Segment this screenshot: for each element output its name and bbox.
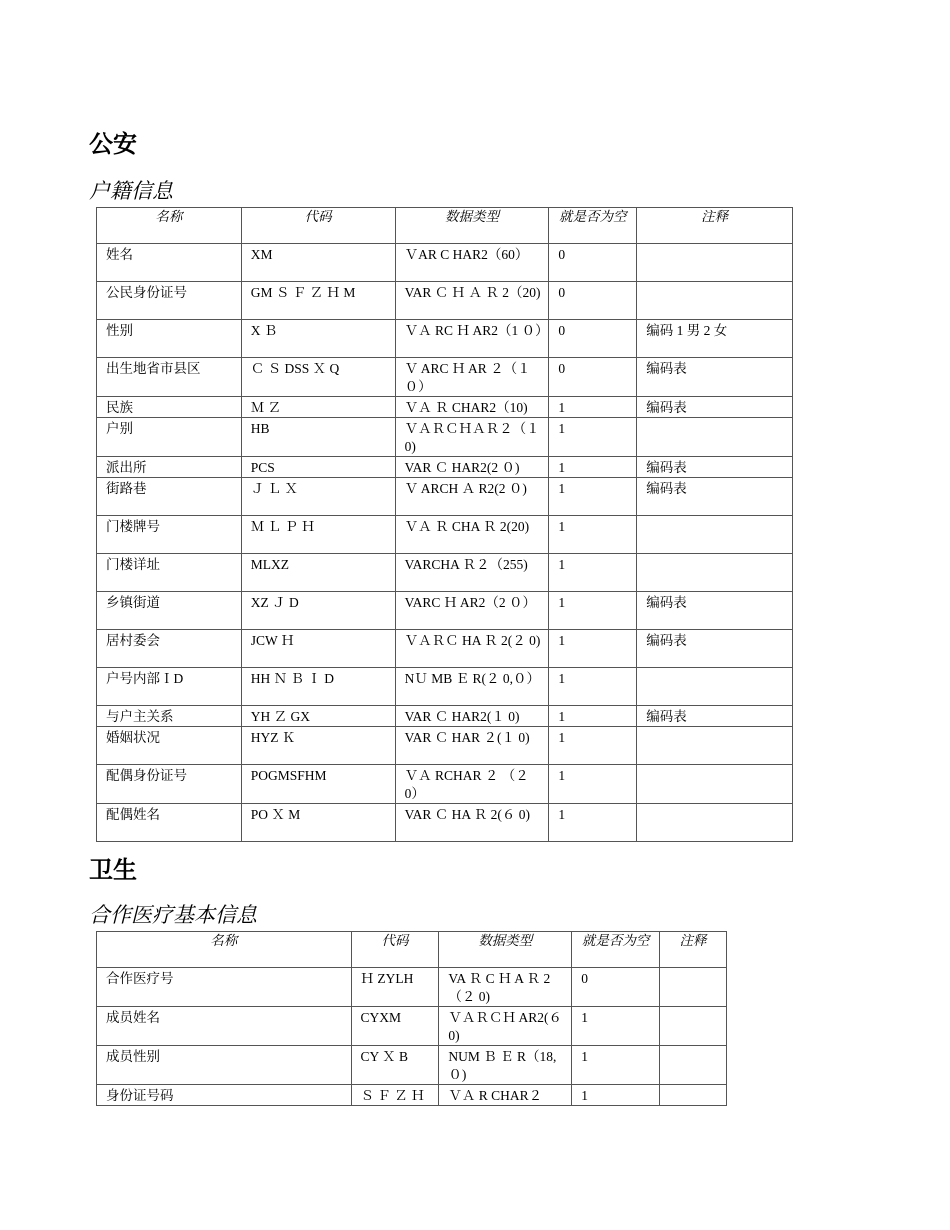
table-cell: 0 [549,244,637,282]
table-cell: Ｍ Ｚ [241,397,395,418]
table-cell: Ｓ Ｆ Ｚ Ｈ [351,1085,439,1106]
table-cell [637,244,793,282]
table-cell [637,727,793,765]
column-header: 就是否为空 [549,208,637,244]
column-header: 名称 [97,932,352,968]
table-cell: 居村委会 [97,630,242,668]
table-title-household: 户籍信息 [89,179,173,203]
table-cell [637,765,793,804]
table-cell: HH Ｎ Ｂ Ｉ D [241,668,395,706]
table-cell: 街路巷 [97,478,242,516]
table-cell: 户别 [97,418,242,457]
table-cell: HYZ Ｋ [241,727,395,765]
table-cell [660,968,727,1007]
table-row [97,244,793,282]
table-cell: X Ｂ [241,320,395,358]
table-cell: YH Ｚ GX [241,706,395,727]
table-cell: 成员性别 [97,1046,352,1085]
table-cell: 1 [572,1085,660,1106]
table-cell: ＶＡ Ｒ CHAR2（10) [395,397,549,418]
section-title-public-security: 公安 [89,132,137,158]
column-header: 注释 [660,932,727,968]
table-cell: 姓名 [97,244,242,282]
section-title-health: 卫生 [89,858,137,884]
table-cell: NUM Ｂ Ｅ R（18,０) [439,1046,572,1085]
table-cell: 编码表 [637,358,793,397]
table-cell: 0 [572,968,660,1007]
table-row [97,554,793,592]
table-cell: Ｖ ARCH Ａ R2(2 ０) [395,478,549,516]
table-cell: GM Ｓ Ｆ Ｚ Ｈ M [241,282,395,320]
table-cell: VAR Ｃ HAR ２(１ 0) [395,727,549,765]
table-cell: 性别 [97,320,242,358]
table-cell: VARC Ｈ AR2（2 ０） [395,592,549,630]
table-cell: Ｊ Ｌ Ｘ [241,478,395,516]
table-cell: NＵ MB Ｅ R(２ 0,０） [395,668,549,706]
table-cell: 1 [549,418,637,457]
table-cell: PCS [241,457,395,478]
table-cell: ＶＡ R CHAR２ [439,1085,572,1106]
table-cell: 户号内部ＩD [97,668,242,706]
table-cell [660,1007,727,1046]
table-cell: VARCHA Ｒ２（255) [395,554,549,592]
table-cell: 门楼牌号 [97,516,242,554]
table-cell: 1 [572,1007,660,1046]
table-cell: 公民身份证号 [97,282,242,320]
table-cell: 0 [549,358,637,397]
table-cell: XM [241,244,395,282]
table-header-row [97,932,727,968]
table-row [97,358,793,397]
column-header: 代码 [241,208,395,244]
table-cell: 身份证号码 [97,1085,352,1106]
table-cell: 成员姓名 [97,1007,352,1046]
table-cell: 门楼详址 [97,554,242,592]
table-cell: 1 [549,668,637,706]
table-cell: ＶＡ Ｒ CHA Ｒ 2(20) [395,516,549,554]
table-cell: 编码表 [637,457,793,478]
table-cell: VAR Ｃ HA Ｒ 2(６ 0) [395,804,549,842]
table-row [97,804,793,842]
column-header: 注释 [637,208,793,244]
table-cell: 民族 [97,397,242,418]
table-cell: 1 [549,592,637,630]
table-cell: VA Ｒ C Ｈ A Ｒ 2（２ 0) [439,968,572,1007]
table-cell: 派出所 [97,457,242,478]
table-cell: 1 [549,630,637,668]
table-cell: 配偶身份证号 [97,765,242,804]
table-row [97,1007,727,1046]
column-header: 代码 [351,932,439,968]
table-cell: 乡镇街道 [97,592,242,630]
column-header: 就是否为空 [572,932,660,968]
table-cell: 婚姻状况 [97,727,242,765]
table-cell: XZ Ｊ D [241,592,395,630]
table-row [97,1046,727,1085]
table-cell: ＶＡＲＣＨ AR2(６ 0) [439,1007,572,1046]
table-row [97,668,793,706]
table-cell: POGMSFHM [241,765,395,804]
table-cell: 1 [549,765,637,804]
household-table [96,207,793,842]
table-cell: 编码 1 男 2 女 [637,320,793,358]
table-cell: 1 [549,727,637,765]
table-cell [660,1046,727,1085]
table-title-medical: 合作医疗基本信息 [89,903,257,927]
table-cell: 1 [549,457,637,478]
table-cell: 合作医疗号 [97,968,352,1007]
table-header-row [97,208,793,244]
table-cell [637,668,793,706]
table-cell: Ｖ ARC Ｈ AR ２（１ ０） [395,358,549,397]
column-header: 数据类型 [395,208,549,244]
table-cell: ＶAR C HAR2（60） [395,244,549,282]
table-cell [637,282,793,320]
table-cell: 编码表 [637,397,793,418]
table-cell: 1 [549,706,637,727]
table-cell: HB [241,418,395,457]
table-row [97,630,793,668]
table-row [97,727,793,765]
table-cell: ＶＡ RCHAR ２ （２ 0） [395,765,549,804]
table-cell: 1 [549,554,637,592]
table-cell: CYXM [351,1007,439,1046]
table-cell: PO Ｘ M [241,804,395,842]
table-cell: VAR Ｃ HAR2(2 ０) [395,457,549,478]
medical-table [96,931,727,1106]
table-cell [637,554,793,592]
table-cell: 编码表 [637,706,793,727]
table-cell: 出生地省市县区 [97,358,242,397]
table-row [97,457,793,478]
column-header: 名称 [97,208,242,244]
table-cell: 编码表 [637,630,793,668]
table-row [97,706,793,727]
column-header: 数据类型 [439,932,572,968]
table-row [97,765,793,804]
table-cell: 与户主关系 [97,706,242,727]
table-cell: JCW Ｈ [241,630,395,668]
table-row [97,397,793,418]
table-cell: 编码表 [637,478,793,516]
table-cell: 0 [549,282,637,320]
table-cell [660,1085,727,1106]
table-cell: MLXZ [241,554,395,592]
table-cell: ＶＡ RC Ｈ AR2（1 ０） [395,320,549,358]
table-cell: 1 [549,397,637,418]
table-cell: 编码表 [637,592,793,630]
table-row [97,1085,727,1106]
table-cell [637,418,793,457]
table-row [97,516,793,554]
table-cell: 1 [572,1046,660,1085]
table-cell [637,804,793,842]
table-row [97,968,727,1007]
table-cell: 配偶姓名 [97,804,242,842]
table-cell: ＶＡＲＣ HA Ｒ 2(２ 0) [395,630,549,668]
table-row [97,320,793,358]
table-row [97,478,793,516]
table-cell: VAR Ｃ HAR2(１ 0) [395,706,549,727]
table-cell: ＶＡＲＣＨＡＲ２（１ 0) [395,418,549,457]
table-cell: Ｃ Ｓ DSS Ｘ Q [241,358,395,397]
table-cell: VAR Ｃ Ｈ Ａ Ｒ 2（20) [395,282,549,320]
table-cell: 1 [549,804,637,842]
table-cell [637,516,793,554]
table-cell: Ｍ Ｌ Ｐ Ｈ [241,516,395,554]
table-cell: CY Ｘ B [351,1046,439,1085]
table-cell: 1 [549,478,637,516]
table-row [97,418,793,457]
table-row [97,592,793,630]
table-cell: 1 [549,516,637,554]
table-row [97,282,793,320]
table-cell: 0 [549,320,637,358]
table-cell: Ｈ ZYLH [351,968,439,1007]
